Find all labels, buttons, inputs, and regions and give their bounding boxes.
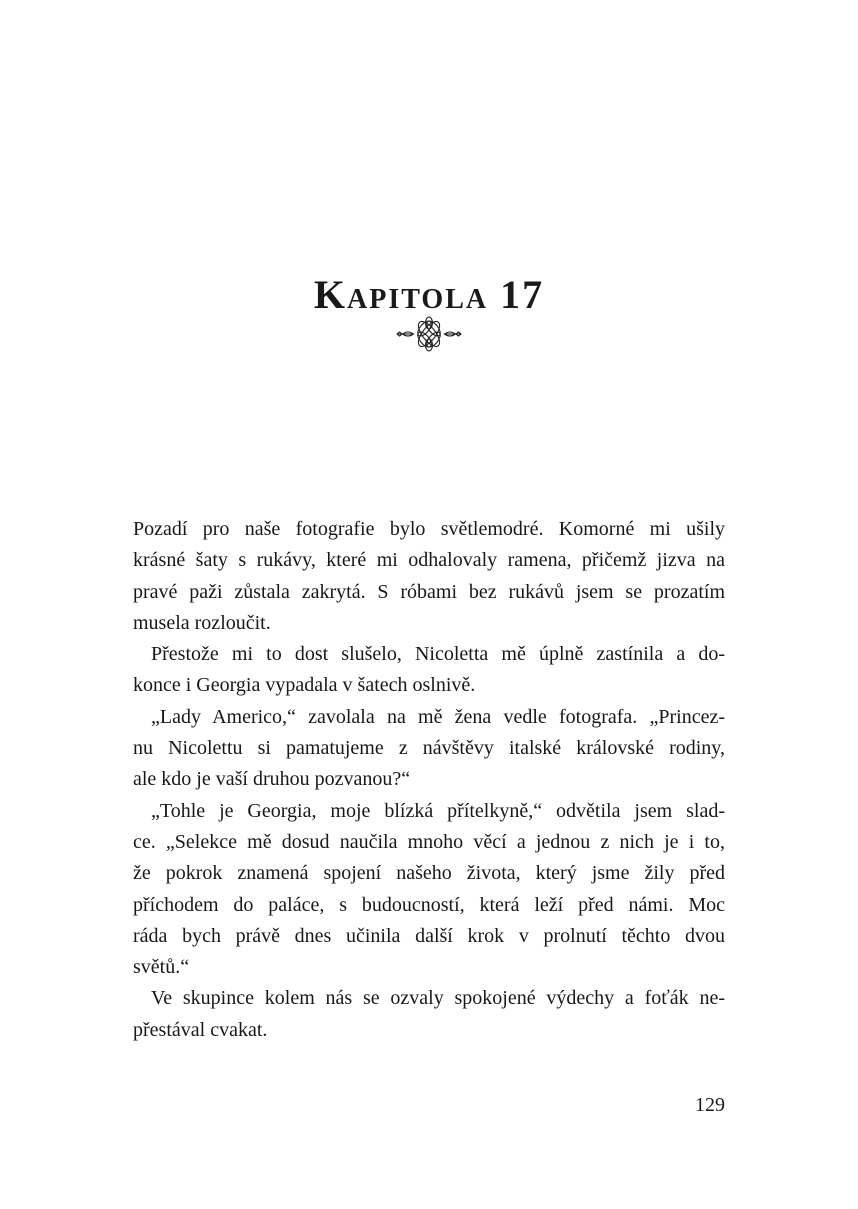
text-line: světů.“ (133, 956, 190, 979)
text-line: Pozadí pro naše fotografie bylo světlemodré. Komorné mi ušily (133, 518, 725, 540)
text-line: ale kdo je vaší druhou pozvanou?“ (133, 768, 411, 791)
chapter-heading: Kapitola 17 (313, 271, 545, 317)
text-line: „Lady Americo,“ zavolala na mě žena vedle fotografa. „Princez- (151, 705, 725, 728)
page-number: 129 (695, 1094, 725, 1116)
body-text (133, 514, 725, 1046)
text-line: ce. „Selekce mě dosud naučila mnoho věcí a jednou z nich je i to, (133, 830, 725, 853)
text-line: musela rozloučit. (133, 611, 271, 634)
text-line: ráda bych právě dnes učinila další krok v prolnutí těchto dvou (133, 924, 725, 947)
knot-flourish-icon (396, 311, 462, 357)
text-line: krásné šaty s rukávy, které mi odhalovaly ramena, přičemž jizva na (133, 549, 725, 572)
text-line: přestával cvakat. (133, 1018, 268, 1041)
text-line: „Tohle je Georgia, moje blízká přítelkyně,“ odvětila jsem slad- (151, 799, 725, 822)
text-line: pravé paži zůstala zakrytá. S róbami bez rukávů jsem se prozatím (133, 580, 725, 603)
text-line: nu Nicolettu si pamatujeme z návštěvy italské královské rodiny, (133, 737, 725, 760)
text-line: Ve skupince kolem nás se ozvaly spokojené výdechy a foťák ne- (151, 987, 725, 1010)
text-line: konce i Georgia vypadala v šatech oslnivě. (133, 674, 476, 697)
text-line: příchodem do paláce, s budoucností, která leží před námi. Moc (133, 893, 725, 916)
text-line: Přestože mi to dost slušelo, Nicoletta mě úplně zastínila a do- (151, 643, 725, 666)
text-line: že pokrok znamená spojení našeho života, který jsme žily před (133, 862, 725, 885)
